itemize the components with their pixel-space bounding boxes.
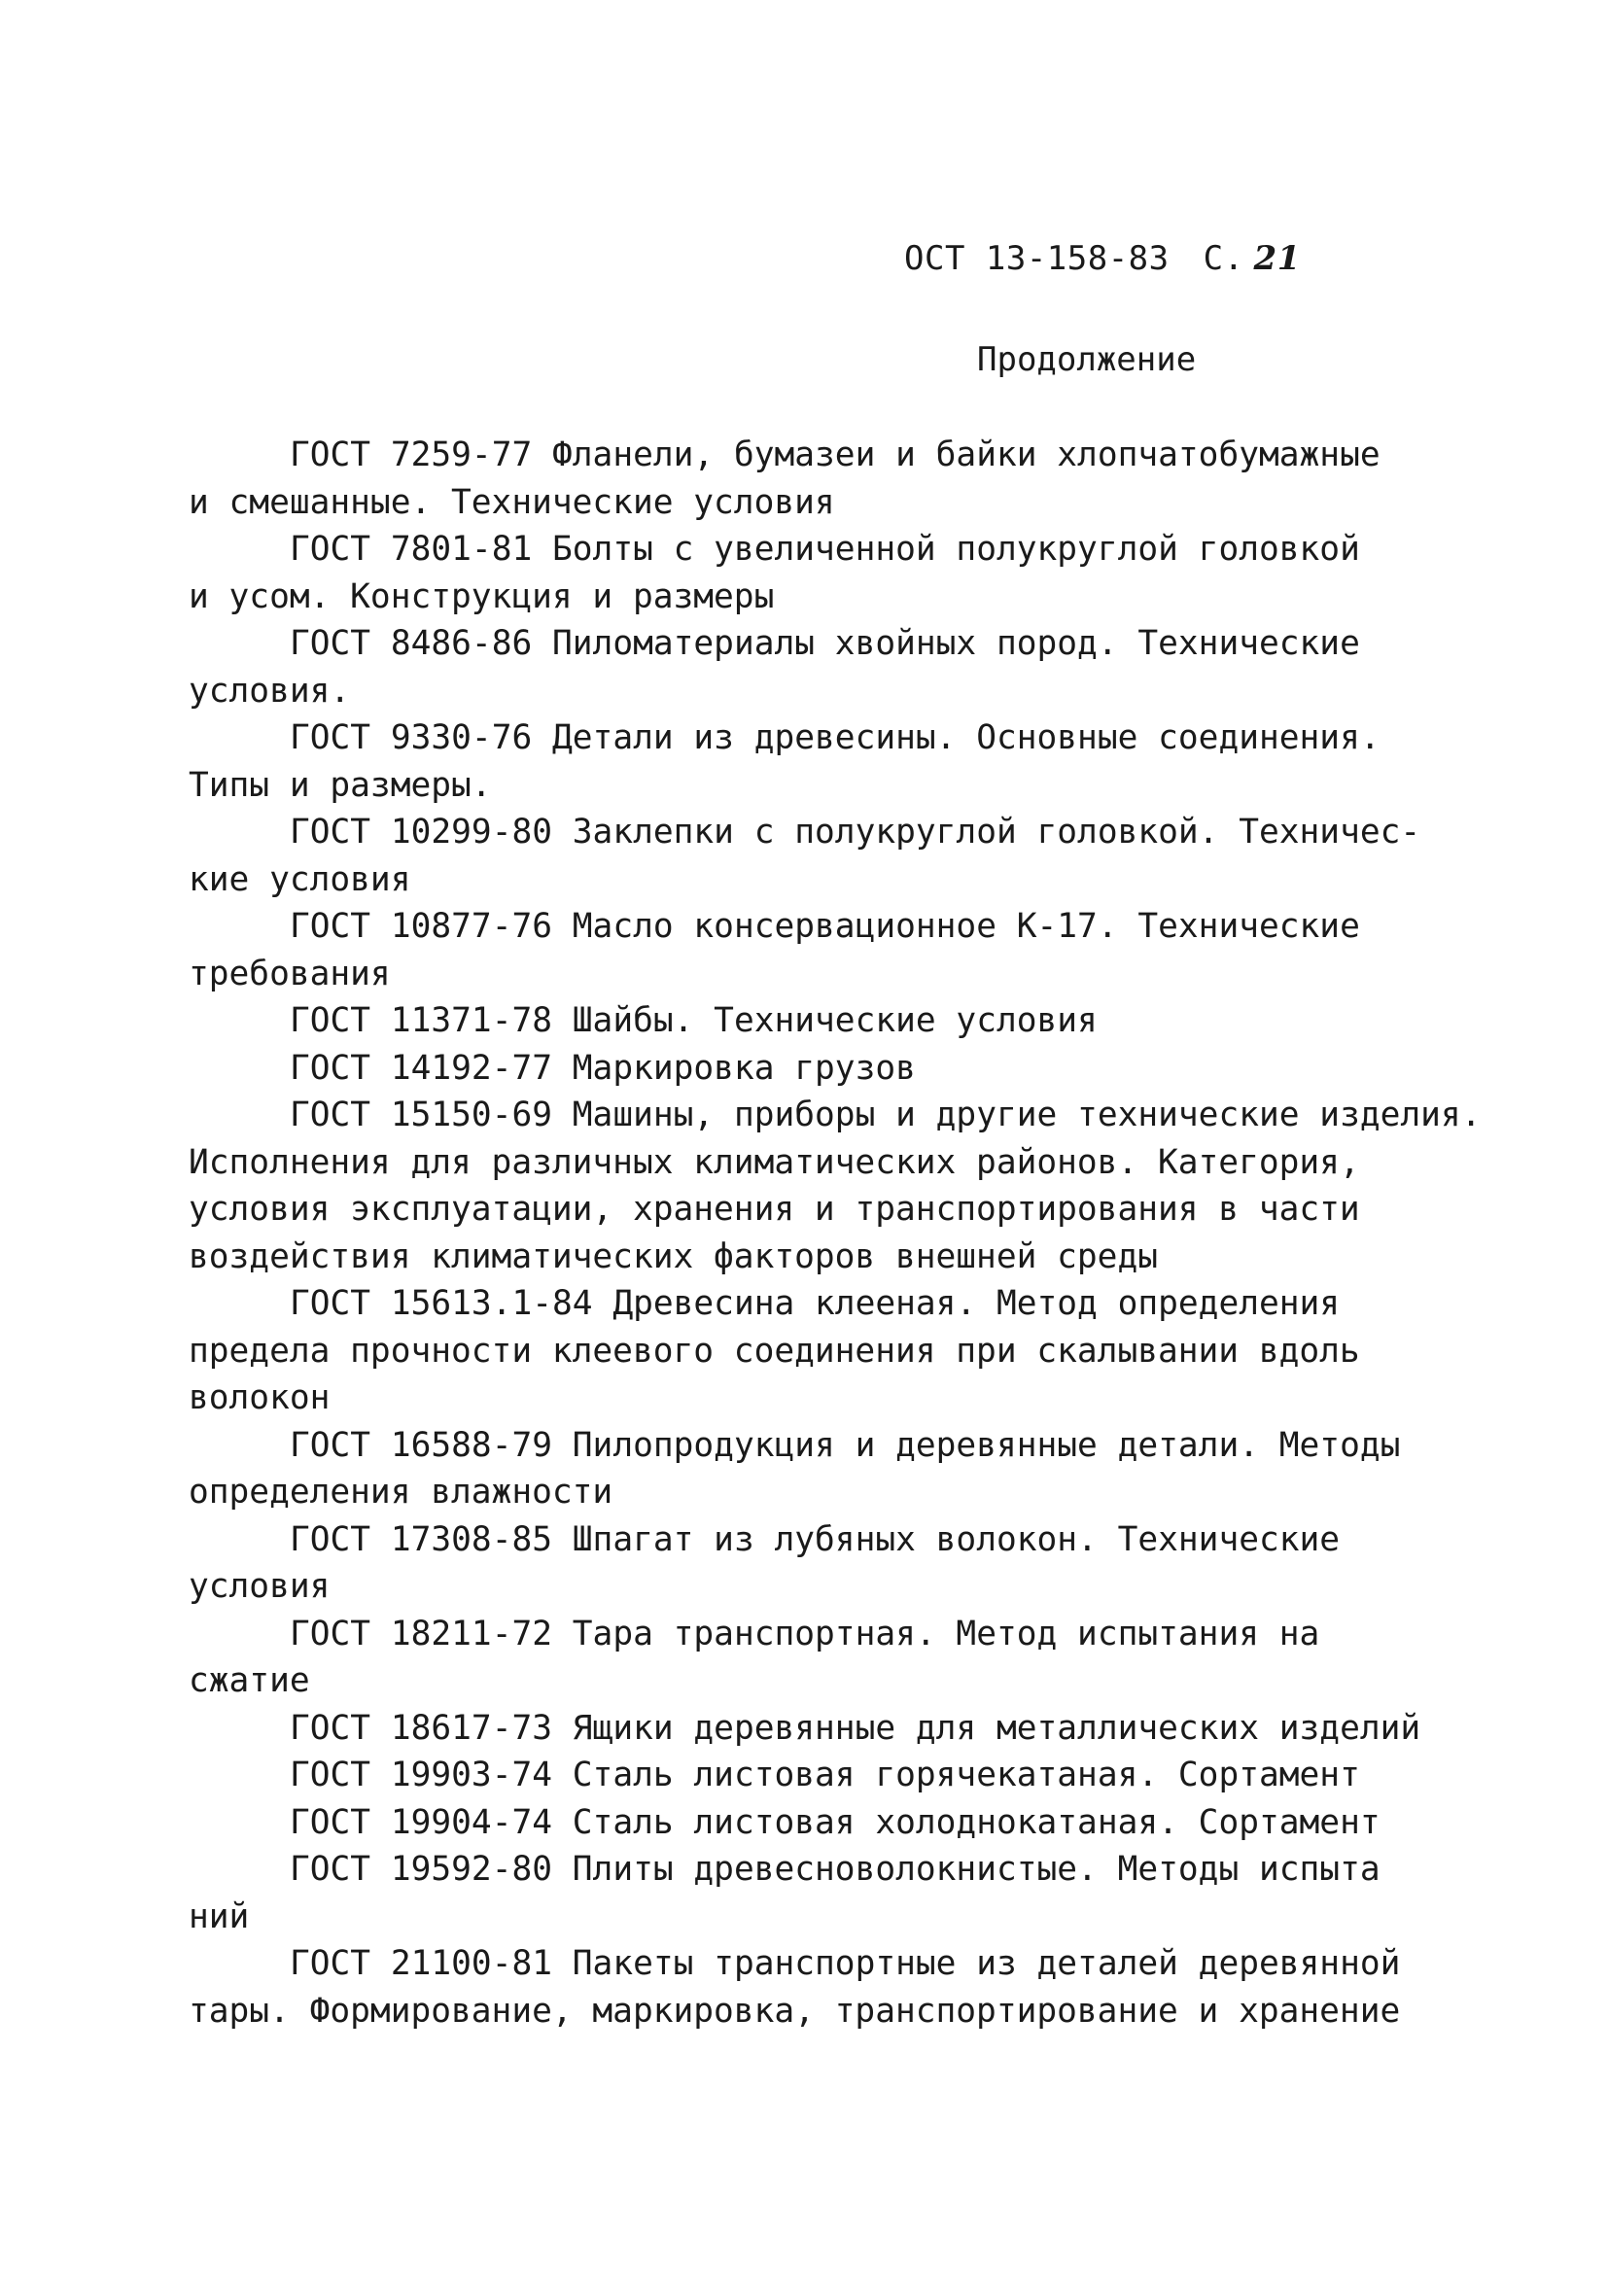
reference-entry-line: ГОСТ 10299-80 Заклепки с полукруглой головкой. Техничес- [290,813,1421,852]
reference-continuation-line: волокон [189,1378,331,1417]
page-number: 21 [1253,239,1301,278]
reference-entry-line: ГОСТ 7801-81 Болты с увеличенной полукруглой головкой [290,530,1360,569]
reference-entry-line: ГОСТ 14192-77 Маркировка грузов [290,1048,916,1088]
reference-continuation-line: условия [189,1567,331,1606]
reference-entry-line: ГОСТ 16588-79 Пилопродукция и деревянные детали. Методы [290,1425,1401,1465]
reference-continuation-line: сжатие [189,1661,310,1700]
references-list [189,432,1482,2035]
reference-entry-line: ГОСТ 21100-81 Пакеты транспортные из деталей деревянной [290,1944,1401,1983]
reference-entry-line: ГОСТ 8486-86 Пиломатериалы хвойных пород. Технические [290,624,1360,663]
reference-entry-line: ГОСТ 19903-74 Сталь листовая горячекатаная. Сортамент [290,1756,1360,1794]
reference-continuation-line: определения влажности [189,1473,613,1512]
reference-continuation-line: Исполнения для различных климатических районов. Категория, [189,1142,1360,1182]
reference-continuation-line: предела прочности клеевого соединения при скалывании вдоль [189,1331,1360,1371]
reference-continuation-line: воздействия климатических факторов внешней среды [189,1236,1158,1276]
reference-continuation-line: кие условия [189,859,411,899]
reference-entry-line: ГОСТ 18617-73 Ящики деревянные для металлических изделий [290,1708,1421,1748]
reference-continuation-line: ний [189,1896,250,1936]
page-header [904,239,1301,278]
reference-continuation-line: Типы и размеры. [189,765,492,805]
reference-entry-line: ГОСТ 19904-74 Сталь листовая холоднокатаная. Сортамент [290,1802,1381,1842]
reference-entry-line: ГОСТ 15150-69 Машины, приборы и другие технические изделия. [290,1096,1482,1134]
reference-continuation-line: требования [189,954,391,993]
reference-entry-line: ГОСТ 11371-78 Шайбы. Технические условия [290,1001,1098,1040]
reference-continuation-line: и усом. Конструкция и размеры [189,576,775,616]
reference-continuation-line: и смешанные. Технические условия [189,482,835,522]
continuation-label: Продолжение [977,340,1197,379]
reference-entry-line: ГОСТ 17308-85 Шпагат из лубяных волокон. Технические [290,1519,1341,1559]
reference-continuation-line: условия эксплуатации, хранения и транспортирования в части [189,1190,1360,1229]
reference-entry-line: ГОСТ 19592-80 Плиты древесноволокнистые. Методы испыта [290,1850,1381,1889]
reference-entry-line: ГОСТ 9330-76 Детали из древесины. Основные соединения. [290,718,1381,757]
page-prefix: С. [1203,239,1244,278]
document-designation: ОСТ 13-158-83 [904,239,1170,278]
reference-entry-line: ГОСТ 15613.1-84 Древесина клееная. Метод определения [290,1284,1341,1323]
reference-continuation-line: тары. Формирование, маркировка, транспортирование и хранение [189,1991,1401,2031]
reference-continuation-line: условия. [189,671,351,711]
reference-entry-line: ГОСТ 18211-72 Тара транспортная. Метод испытания на [290,1614,1320,1653]
reference-entry-line: ГОСТ 7259-77 Фланели, бумазеи и байки хлопчатобумажные [290,435,1381,474]
reference-entry-line: ГОСТ 10877-76 Масло консервационное К-17. Технические [290,907,1360,946]
